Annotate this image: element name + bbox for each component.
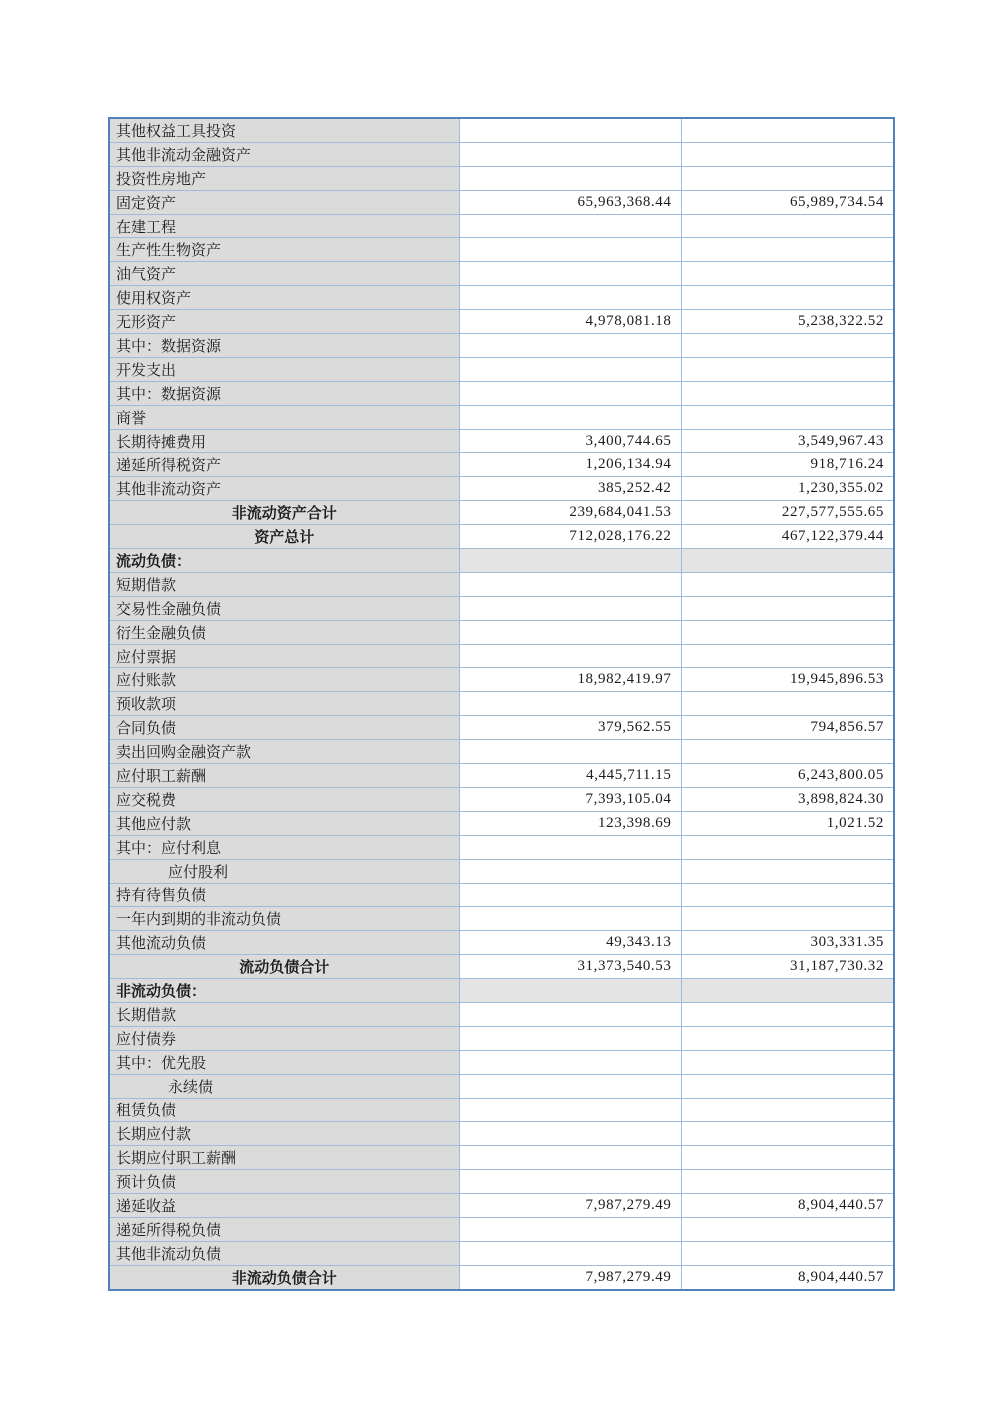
table-row [109, 118, 894, 142]
ending-balance-value [459, 262, 681, 286]
row-label: 其他流动负债 [109, 931, 459, 955]
beginning-balance-value [681, 979, 894, 1003]
ending-balance-value [459, 334, 681, 358]
table-row [109, 238, 894, 262]
row-label: 递延所得税资产 [109, 453, 459, 477]
beginning-balance-value: 467,122,379.44 [681, 525, 894, 549]
ending-balance-value [459, 692, 681, 716]
ending-balance-value [459, 572, 681, 596]
table-row [109, 620, 894, 644]
row-label: 开发支出 [109, 357, 459, 381]
row-label: 长期待摊费用 [109, 429, 459, 453]
table-row [109, 1265, 894, 1289]
ending-balance-value [459, 1098, 681, 1122]
row-label: 使用权资产 [109, 286, 459, 310]
row-label: 无形资产 [109, 310, 459, 334]
beginning-balance-value [681, 907, 894, 931]
beginning-balance-value [681, 334, 894, 358]
row-label: 在建工程 [109, 214, 459, 238]
ending-balance-value: 18,982,419.97 [459, 668, 681, 692]
row-label: 油气资产 [109, 262, 459, 286]
ending-balance-value [459, 1074, 681, 1098]
row-label: 长期应付职工薪酬 [109, 1146, 459, 1170]
beginning-balance-value: 1,230,355.02 [681, 477, 894, 501]
row-label: 衍生金融负债 [109, 620, 459, 644]
table-row [109, 1050, 894, 1074]
ending-balance-value [459, 835, 681, 859]
row-label: 应付股利 [109, 859, 459, 883]
ending-balance-value: 712,028,176.22 [459, 525, 681, 549]
beginning-balance-value [681, 740, 894, 764]
table-row [109, 740, 894, 764]
row-label: 租赁负债 [109, 1098, 459, 1122]
ending-balance-value [459, 1170, 681, 1194]
row-label: 应交税费 [109, 787, 459, 811]
beginning-balance-value: 5,238,322.52 [681, 310, 894, 334]
row-label: 其中：数据资源 [109, 334, 459, 358]
table-row [109, 357, 894, 381]
beginning-balance-value [681, 1170, 894, 1194]
row-label: 合同负债 [109, 716, 459, 740]
row-label: 其中：应付利息 [109, 835, 459, 859]
balance-sheet-table [108, 117, 895, 1291]
beginning-balance-value: 3,549,967.43 [681, 429, 894, 453]
beginning-balance-value [681, 644, 894, 668]
ending-balance-value [459, 620, 681, 644]
row-label: 其他非流动负债 [109, 1241, 459, 1265]
table-row [109, 883, 894, 907]
ending-balance-value [459, 859, 681, 883]
ending-balance-value: 385,252.42 [459, 477, 681, 501]
table-row [109, 596, 894, 620]
beginning-balance-value [681, 1146, 894, 1170]
table-row [109, 859, 894, 883]
table-row [109, 549, 894, 573]
beginning-balance-value: 918,716.24 [681, 453, 894, 477]
beginning-balance-value [681, 1050, 894, 1074]
row-label: 投资性房地产 [109, 166, 459, 190]
table-row [109, 262, 894, 286]
beginning-balance-value: 6,243,800.05 [681, 764, 894, 788]
ending-balance-value [459, 357, 681, 381]
beginning-balance-value [681, 381, 894, 405]
beginning-balance-value [681, 1098, 894, 1122]
beginning-balance-value [681, 1217, 894, 1241]
beginning-balance-value [681, 620, 894, 644]
table-row [109, 955, 894, 979]
ending-balance-value [459, 1241, 681, 1265]
ending-balance-value: 7,987,279.49 [459, 1265, 681, 1289]
beginning-balance-value [681, 286, 894, 310]
row-label: 递延收益 [109, 1194, 459, 1218]
row-label: 交易性金融负债 [109, 596, 459, 620]
table-row [109, 477, 894, 501]
ending-balance-value: 379,562.55 [459, 716, 681, 740]
ending-balance-value [459, 644, 681, 668]
beginning-balance-value [681, 883, 894, 907]
table-row [109, 835, 894, 859]
table-row [109, 716, 894, 740]
ending-balance-value [459, 166, 681, 190]
beginning-balance-value [681, 596, 894, 620]
row-label: 短期借款 [109, 572, 459, 596]
row-label: 预收款项 [109, 692, 459, 716]
row-label: 非流动负债合计 [109, 1265, 459, 1289]
beginning-balance-value: 8,904,440.57 [681, 1194, 894, 1218]
ending-balance-value [459, 549, 681, 573]
table-row [109, 286, 894, 310]
ending-balance-value: 65,963,368.44 [459, 190, 681, 214]
beginning-balance-value [681, 405, 894, 429]
ending-balance-value: 49,343.13 [459, 931, 681, 955]
table-row [109, 190, 894, 214]
table-row [109, 453, 894, 477]
table-row [109, 214, 894, 238]
ending-balance-value [459, 381, 681, 405]
table-row [109, 1074, 894, 1098]
table-row [109, 1217, 894, 1241]
beginning-balance-value: 227,577,555.65 [681, 501, 894, 525]
beginning-balance-value [681, 166, 894, 190]
row-label: 生产性生物资产 [109, 238, 459, 262]
ending-balance-value: 123,398.69 [459, 811, 681, 835]
ending-balance-value [459, 596, 681, 620]
table-row [109, 405, 894, 429]
ending-balance-value [459, 883, 681, 907]
table-row [109, 142, 894, 166]
row-label: 递延所得税负债 [109, 1217, 459, 1241]
row-label: 其中：数据资源 [109, 381, 459, 405]
row-label: 永续债 [109, 1074, 459, 1098]
table-row [109, 811, 894, 835]
row-label: 资产总计 [109, 525, 459, 549]
table-row [109, 572, 894, 596]
table-row [109, 668, 894, 692]
beginning-balance-value [681, 262, 894, 286]
beginning-balance-value [681, 214, 894, 238]
table-row [109, 1122, 894, 1146]
beginning-balance-value: 65,989,734.54 [681, 190, 894, 214]
table-row [109, 166, 894, 190]
beginning-balance-value [681, 1122, 894, 1146]
ending-balance-value [459, 740, 681, 764]
table-row [109, 979, 894, 1003]
beginning-balance-value: 3,898,824.30 [681, 787, 894, 811]
ending-balance-value [459, 907, 681, 931]
ending-balance-value [459, 118, 681, 142]
ending-balance-value: 4,445,711.15 [459, 764, 681, 788]
beginning-balance-value [681, 859, 894, 883]
table-row [109, 381, 894, 405]
table-row [109, 1146, 894, 1170]
beginning-balance-value [681, 1074, 894, 1098]
beginning-balance-value [681, 1241, 894, 1265]
row-label: 其中：优先股 [109, 1050, 459, 1074]
table-row [109, 1026, 894, 1050]
beginning-balance-value: 31,187,730.32 [681, 955, 894, 979]
ending-balance-value: 31,373,540.53 [459, 955, 681, 979]
beginning-balance-value: 303,331.35 [681, 931, 894, 955]
table-row [109, 1170, 894, 1194]
ending-balance-value [459, 405, 681, 429]
ending-balance-value [459, 1026, 681, 1050]
ending-balance-value [459, 1122, 681, 1146]
ending-balance-value: 239,684,041.53 [459, 501, 681, 525]
table-row [109, 764, 894, 788]
table-row [109, 1098, 894, 1122]
row-label: 商誉 [109, 405, 459, 429]
ending-balance-value: 1,206,134.94 [459, 453, 681, 477]
row-label: 应付债券 [109, 1026, 459, 1050]
row-label: 其他应付款 [109, 811, 459, 835]
row-label: 持有待售负债 [109, 883, 459, 907]
ending-balance-value [459, 1050, 681, 1074]
row-label: 长期借款 [109, 1002, 459, 1026]
ending-balance-value [459, 1146, 681, 1170]
beginning-balance-value: 8,904,440.57 [681, 1265, 894, 1289]
beginning-balance-value [681, 549, 894, 573]
row-label: 非流动负债： [109, 979, 459, 1003]
beginning-balance-value [681, 142, 894, 166]
beginning-balance-value [681, 1002, 894, 1026]
table-row [109, 501, 894, 525]
table-row [109, 1241, 894, 1265]
table-row [109, 692, 894, 716]
row-label: 其他权益工具投资 [109, 118, 459, 142]
row-label: 应付账款 [109, 668, 459, 692]
table-row [109, 907, 894, 931]
beginning-balance-value: 1,021.52 [681, 811, 894, 835]
ending-balance-value: 7,393,105.04 [459, 787, 681, 811]
beginning-balance-value [681, 572, 894, 596]
ending-balance-value [459, 1217, 681, 1241]
table-row [109, 334, 894, 358]
table-row [109, 787, 894, 811]
ending-balance-value [459, 286, 681, 310]
ending-balance-value [459, 142, 681, 166]
row-label: 流动负债： [109, 549, 459, 573]
beginning-balance-value: 794,856.57 [681, 716, 894, 740]
row-label: 长期应付款 [109, 1122, 459, 1146]
table-row [109, 931, 894, 955]
row-label: 应付职工薪酬 [109, 764, 459, 788]
row-label: 一年内到期的非流动负债 [109, 907, 459, 931]
row-label: 应付票据 [109, 644, 459, 668]
ending-balance-value: 7,987,279.49 [459, 1194, 681, 1218]
beginning-balance-value [681, 357, 894, 381]
row-label: 预计负债 [109, 1170, 459, 1194]
beginning-balance-value [681, 118, 894, 142]
row-label: 流动负债合计 [109, 955, 459, 979]
table-row [109, 310, 894, 334]
ending-balance-value [459, 1002, 681, 1026]
row-label: 固定资产 [109, 190, 459, 214]
row-label: 其他非流动金融资产 [109, 142, 459, 166]
table-row [109, 644, 894, 668]
row-label: 非流动资产合计 [109, 501, 459, 525]
beginning-balance-value [681, 1026, 894, 1050]
beginning-balance-value [681, 692, 894, 716]
ending-balance-value [459, 979, 681, 1003]
ending-balance-value [459, 214, 681, 238]
beginning-balance-value [681, 835, 894, 859]
ending-balance-value: 4,978,081.18 [459, 310, 681, 334]
table-row [109, 1194, 894, 1218]
ending-balance-value [459, 238, 681, 262]
beginning-balance-value [681, 238, 894, 262]
table-row [109, 525, 894, 549]
table-body [109, 118, 894, 1290]
ending-balance-value: 3,400,744.65 [459, 429, 681, 453]
table-row [109, 429, 894, 453]
beginning-balance-value: 19,945,896.53 [681, 668, 894, 692]
row-label: 其他非流动资产 [109, 477, 459, 501]
table-row [109, 1002, 894, 1026]
row-label: 卖出回购金融资产款 [109, 740, 459, 764]
